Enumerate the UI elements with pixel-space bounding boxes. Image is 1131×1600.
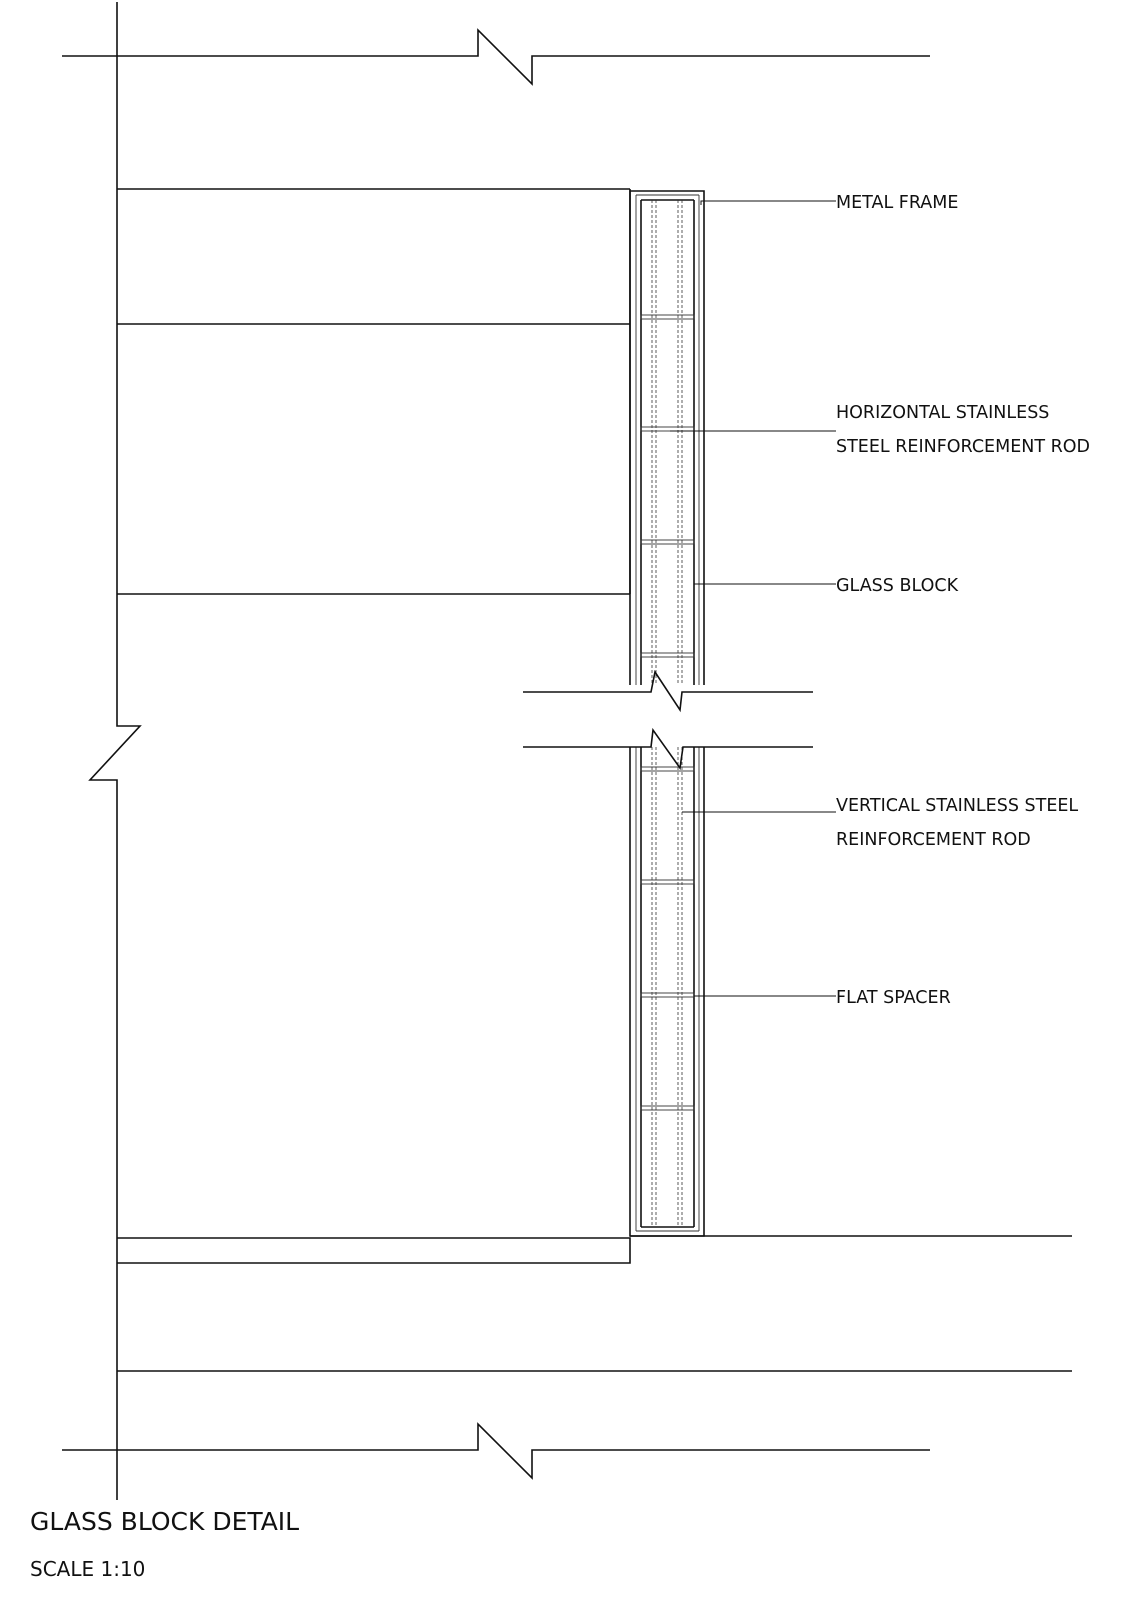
drawing-scale: SCALE 1:10	[30, 1557, 146, 1581]
label-horizontal-rod-line2: STEEL REINFORCEMENT ROD	[836, 437, 1091, 457]
panel-break-upper	[523, 672, 813, 710]
glass-block-panel	[523, 191, 813, 1236]
wall-structure	[62, 2, 1072, 1500]
bottom-break-line	[62, 1424, 930, 1478]
sill-line	[117, 1238, 630, 1263]
label-flat-spacer: FLAT SPACER	[836, 988, 951, 1008]
label-vertical-rod-line2: REINFORCEMENT ROD	[836, 830, 1031, 850]
top-break-line	[62, 30, 930, 84]
left-wall-line	[90, 2, 140, 1500]
label-vertical-rod-line1: VERTICAL STAINLESS STEEL	[836, 796, 1079, 816]
vertical-reinforcement-rods	[652, 200, 682, 1227]
label-glass-block: GLASS BLOCK	[836, 576, 959, 596]
panel-break-lower	[523, 730, 813, 768]
label-metal-frame: METAL FRAME	[836, 193, 959, 213]
label-horizontal-rod-line1: HORIZONTAL STAINLESS	[836, 403, 1050, 423]
block-joints	[641, 315, 694, 1110]
drawing-title: GLASS BLOCK DETAIL	[30, 1507, 300, 1536]
leader-lines	[670, 201, 836, 996]
